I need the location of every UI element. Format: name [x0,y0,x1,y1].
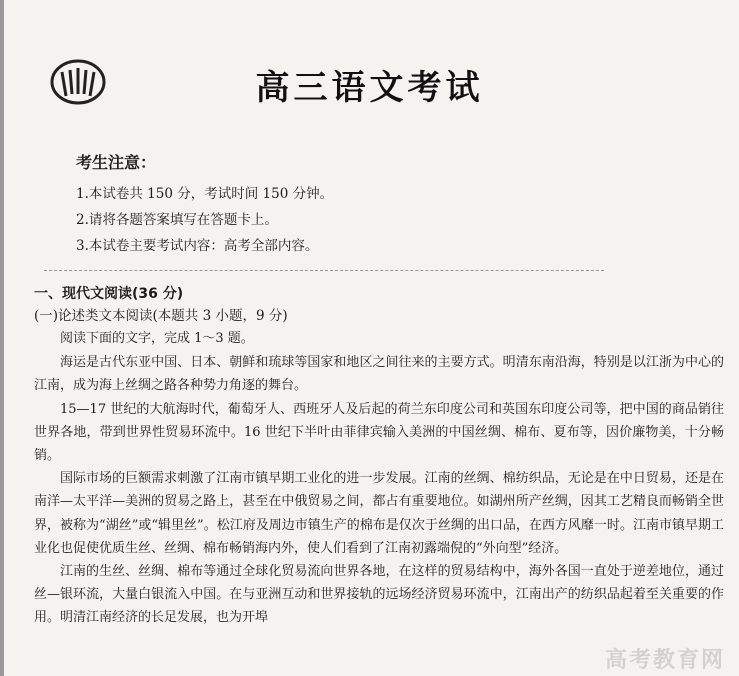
notice-item: 3.本试卷主要考试内容：高考全部内容。 [76,238,319,254]
passage-paragraph: 15—17 世纪的大航海时代，葡萄牙人、西班牙人及后起的荷兰东印度公司和英国东印度公司等，把中国的商品销往世界各地，带到世界性贸易环流中。16 世纪下半叶由菲律宾输入美洲的中国丝绸、棉布、夏布等，因价廉物美，十分畅销。 [34,401,724,464]
notice-block [76,150,516,259]
watermark: 高考教育网 [604,648,725,673]
subsection-heading: (一)论述类文本阅读(本题共 3 小题，9 分) [34,308,288,324]
notice-item: 2.请将各题答案填写在答题卡上。 [76,212,278,228]
passage-paragraph: 海运是古代东亚中国、日本、朝鲜和琉球等国家和地区之间往来的主要方式。明清东南沿海，特别是以江浙为中心的江南，成为海上丝绸之路各种势力角逐的舞台。 [34,355,724,394]
passage-paragraph: 江南的生丝、丝绸、棉布等通过全球化贸易流向世界各地，在这样的贸易结构中，海外各国一直处于逆差地位，通过丝—银环流，大量白银流入中国。在与亚洲互动和世界接轨的远场经济贸易环流中，江南出产的纺织品起着至关重要的作用。明清江南经济的长足发展，也为开埠 [34,564,724,626]
notice-item: 1.本试卷共 150 分，考试时间 150 分钟。 [76,186,334,202]
page-title: 高三语文考试 [255,68,484,108]
instruction-text: 阅读下面的文字，完成 1～3 题。 [60,331,254,346]
notice-heading: 考生注意： [76,153,157,172]
passage-paragraph: 国际市场的巨额需求刺激了江南市镇早期工业化的进一步发展。江南的丝绸、棉纺织品，无论是在中日贸易，还是在南洋—太平洋—美洲的贸易之路上，甚至在中俄贸易之间，都占有重要地位。如湖州所产丝绸，因其工艺精良而畅销全世界，被称为“湖丝”或“辑里丝”。松江府及周边市镇生产的棉布是仅次于丝绸的出口品，在西方风靡一时。江南市镇早期工业化也促使优质生丝、丝绸、棉布畅销海内外，使人们看到了江南初露端倪的“外向型”经济。 [34,471,724,556]
section-heading: 一、现代文阅读(36 分) [34,286,184,302]
reading-section [34,283,724,630]
divider [44,270,604,271]
